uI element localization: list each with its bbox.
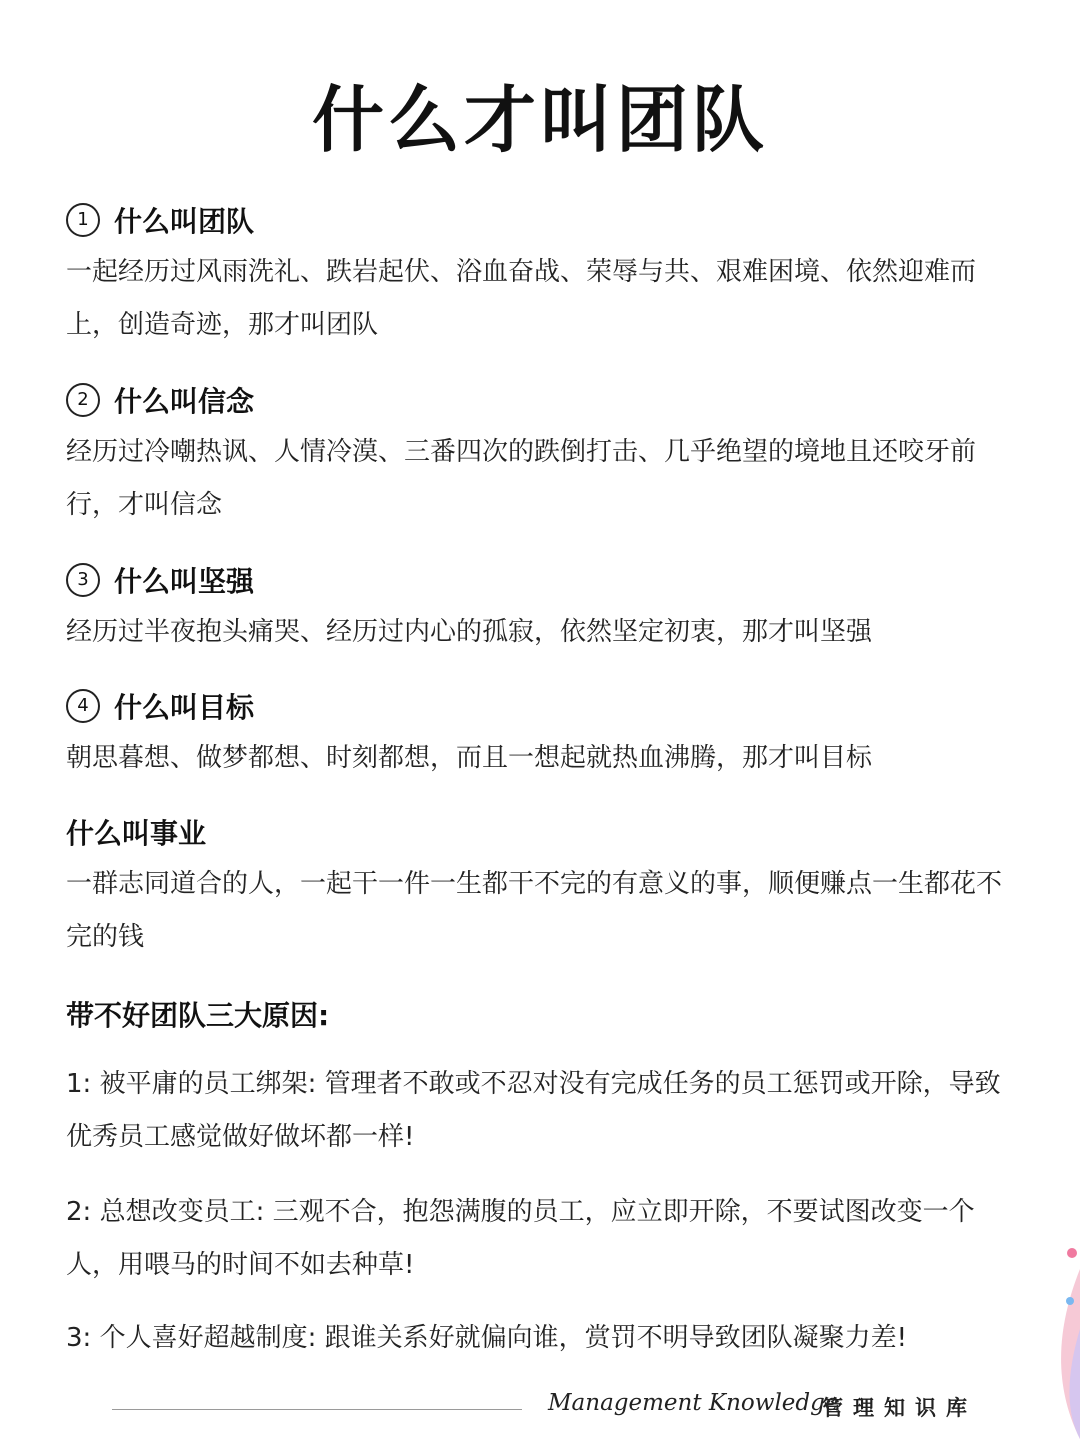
reasons-heading: 带不好团队三大原因:	[66, 999, 330, 1032]
section-heading-text: 什么叫坚强	[114, 565, 255, 598]
reason-item-3: 3: 个人喜好超越制度: 跟谁关系好就偏向谁，赏罚不明导致团队凝聚力差!	[66, 1323, 908, 1353]
section-body-1: 一起经历过风雨洗礼、跌岩起伏、浴血奋战、荣辱与共、艰难困境、依然迎难而上，创造奇迹，那才叫团队	[66, 257, 977, 340]
page-title: 什么才叫团队	[311, 78, 768, 162]
footer-divider	[112, 1409, 522, 1410]
section-heading-3	[66, 560, 254, 600]
circled-number: 4	[66, 689, 100, 723]
reason-item-1: 1: 被平庸的员工绑架: 管理者不敢或不忍对没有完成任务的员工惩罚或开除，导致优秀员工感觉做好做坏都一样!	[66, 1069, 1001, 1152]
section-body-4: 朝思暮想、做梦都想、时刻都想，而且一想起就热血沸腾，那才叫目标	[66, 743, 873, 773]
footer-brand-cn: 管理知识库	[822, 1396, 977, 1420]
circled-number: 2	[66, 383, 100, 417]
career-heading: 什么叫事业	[66, 817, 207, 850]
section-heading-text: 什么叫目标	[114, 691, 255, 724]
reason-item-2: 2: 总想改变员工: 三观不合，抱怨满腹的员工，应立即开除，不要试图改变一个人，用喂马的时间不如去种草!	[66, 1197, 975, 1280]
section-heading-2	[66, 380, 254, 420]
corner-decoration-icon	[1020, 1239, 1080, 1439]
circled-number: 3	[66, 563, 100, 597]
section-heading-4	[66, 686, 254, 726]
circled-number: 1	[66, 203, 100, 237]
section-heading-text: 什么叫信念	[114, 385, 255, 418]
section-body-3: 经历过半夜抱头痛哭、经历过内心的孤寂，依然坚定初衷，那才叫坚强	[66, 617, 873, 647]
footer-brand-en: Management Knowledge	[548, 1390, 839, 1416]
section-heading-text: 什么叫团队	[114, 205, 255, 238]
section-body-2: 经历过冷嘲热讽、人情冷漠、三番四次的跌倒打击、几乎绝望的境地且还咬牙前行，才叫信念	[66, 437, 977, 520]
career-body: 一群志同道合的人，一起干一件一生都干不完的有意义的事，顺便赚点一生都花不完的钱	[66, 869, 1003, 952]
section-heading-1	[66, 200, 254, 240]
